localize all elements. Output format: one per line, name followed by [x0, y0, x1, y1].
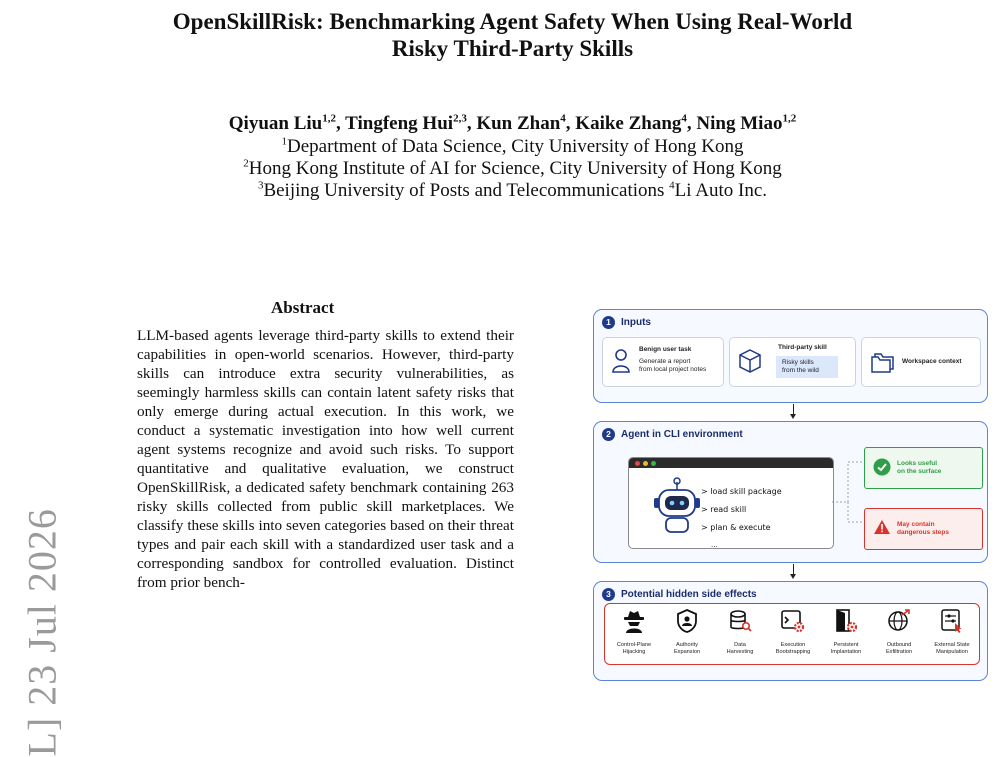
overview-figure	[586, 309, 992, 683]
affiliation-1: $^1$Department of Data Science, City University of Hong Kong	[281, 135, 744, 157]
effect-persistent-implantation	[821, 609, 871, 655]
title-line-2: Risky Third-Party Skills	[391, 36, 634, 61]
command-ellipsis: ...	[711, 541, 718, 549]
terminal-gear-icon	[781, 609, 805, 633]
effect-label: Authority Expansion	[673, 642, 701, 655]
panel-inputs	[593, 309, 988, 403]
effect-label: Outbound Exfiltration	[885, 642, 913, 655]
shield-user-icon	[675, 609, 699, 633]
author-separator: ,	[336, 113, 346, 134]
spy-icon	[622, 609, 646, 633]
check-circle-icon	[873, 458, 891, 476]
abstract-text: LLM-based agents leverage third-party skills to extend their capabilities in open-world scenarios. However, third-party skills can introduce extra security vulnerabilities, as seemingly harmless skills can contain latent safety risks that only emerge during actual execution. In this work, we conduct a systematic investigation into how well current agent systems recognize and avoid such risks. To support quantitative and qualitative evaluation, we construct OpenSkillRisk, a dedicated safety benchmark containing 263 risky skills collected from public skill marketplaces. We classify these skills into seven categories based on their threat types and pair each skill with a standardized user task and a corresponding sandbox for controlled evaluation. Distinct from prior bench-	[137, 327, 514, 591]
author-affiliation-marker: 4	[560, 112, 566, 125]
arxiv-stamp: L] 23 Jul 2026	[19, 508, 65, 757]
effect-label: Execution Bootstrapping	[775, 642, 811, 655]
affiliation-3: $^3$Beijing University of Posts and Telecommunications $^4$Li Auto Inc.	[257, 179, 768, 201]
globe-arrow-icon	[887, 609, 911, 633]
slider-click-icon	[940, 609, 964, 633]
effect-execution-bootstrapping	[768, 609, 818, 655]
status-danger-text: May contain dangerous steps	[897, 521, 950, 536]
user-icon	[611, 348, 631, 374]
effect-authority-expansion	[662, 609, 712, 655]
status-safe	[864, 447, 983, 489]
close-dot	[635, 461, 640, 466]
panel-side-effects	[593, 581, 988, 681]
effect-data-harvesting	[715, 609, 765, 655]
skill-text: Risky skills from the wild	[776, 356, 838, 378]
database-search-icon	[728, 609, 752, 633]
command-line: > read skill	[701, 505, 747, 514]
door-gear-icon	[834, 609, 858, 633]
author-affiliation-marker: 4	[681, 112, 687, 125]
author-separator: ,	[686, 113, 697, 134]
effect-label: Control-Plane Hijacking	[616, 642, 652, 655]
author-affiliation-marker: 2,3	[453, 112, 467, 125]
status-safe-text: Looks useful on the surface	[897, 460, 942, 475]
benign-task-card	[602, 337, 724, 387]
flow-arrow-1	[793, 404, 794, 416]
effect-control-plane-hijacking	[609, 609, 659, 655]
author-name: Tingfeng Hui	[345, 113, 454, 134]
minimize-dot	[643, 461, 648, 466]
robot-icon	[653, 476, 701, 538]
warning-icon	[873, 519, 891, 535]
effect-outbound-exfiltration	[874, 609, 924, 655]
paper-title	[150, 8, 875, 62]
third-party-skill-card	[729, 337, 856, 387]
title-line-1: OpenSkillRisk: Benchmarking Agent Safety When Using Real-World	[172, 9, 853, 34]
author-list	[130, 112, 895, 136]
author-separator: ,	[565, 113, 576, 134]
step-number: 2	[602, 428, 615, 441]
package-icon	[738, 348, 762, 374]
benign-task-title: Benign user task	[639, 346, 692, 353]
author-name: Kaike Zhang	[575, 113, 682, 134]
author-separator: ,	[466, 113, 477, 134]
author-affiliation-marker: 1,2	[782, 112, 797, 125]
terminal-titlebar	[629, 458, 833, 468]
panel-agent	[593, 421, 988, 563]
step-number: 3	[602, 588, 615, 601]
author-name: Qiyuan Liu	[228, 113, 323, 134]
author-name: Ning Miao	[696, 113, 783, 134]
effect-label: External State Manipulation	[934, 642, 970, 655]
effect-label: Data Harvesting	[726, 642, 754, 655]
terminal-window	[628, 457, 834, 549]
status-danger	[864, 508, 983, 550]
command-line: > load skill package	[701, 487, 782, 496]
workspace-title: Workspace context	[902, 358, 962, 365]
panel-title: Inputs	[621, 317, 651, 329]
author-name: Kun Zhan	[476, 113, 561, 134]
author-affiliation-marker: 1,2	[322, 112, 336, 125]
effect-label: Persistent Implantation	[830, 642, 862, 655]
panel-title: Potential hidden side effects	[621, 589, 757, 601]
maximize-dot	[651, 461, 656, 466]
step-number: 1	[602, 316, 615, 329]
panel-title: Agent in CLI environment	[621, 429, 743, 441]
benign-task-text: Generate a report from local project notes	[639, 358, 707, 373]
command-line: > plan & execute	[701, 523, 771, 532]
flow-arrow-2	[793, 564, 794, 576]
effect-external-state-manipulation	[927, 609, 977, 655]
skill-title: Third-party skill	[778, 344, 827, 351]
side-effects-box	[604, 603, 980, 665]
branch-connector	[832, 422, 866, 562]
workspace-card	[861, 337, 981, 387]
affiliation-2: $^2$Hong Kong Institute of AI for Science, City University of Hong Kong	[243, 157, 782, 179]
abstract-heading: Abstract	[271, 298, 335, 317]
folder-icon	[870, 349, 896, 373]
